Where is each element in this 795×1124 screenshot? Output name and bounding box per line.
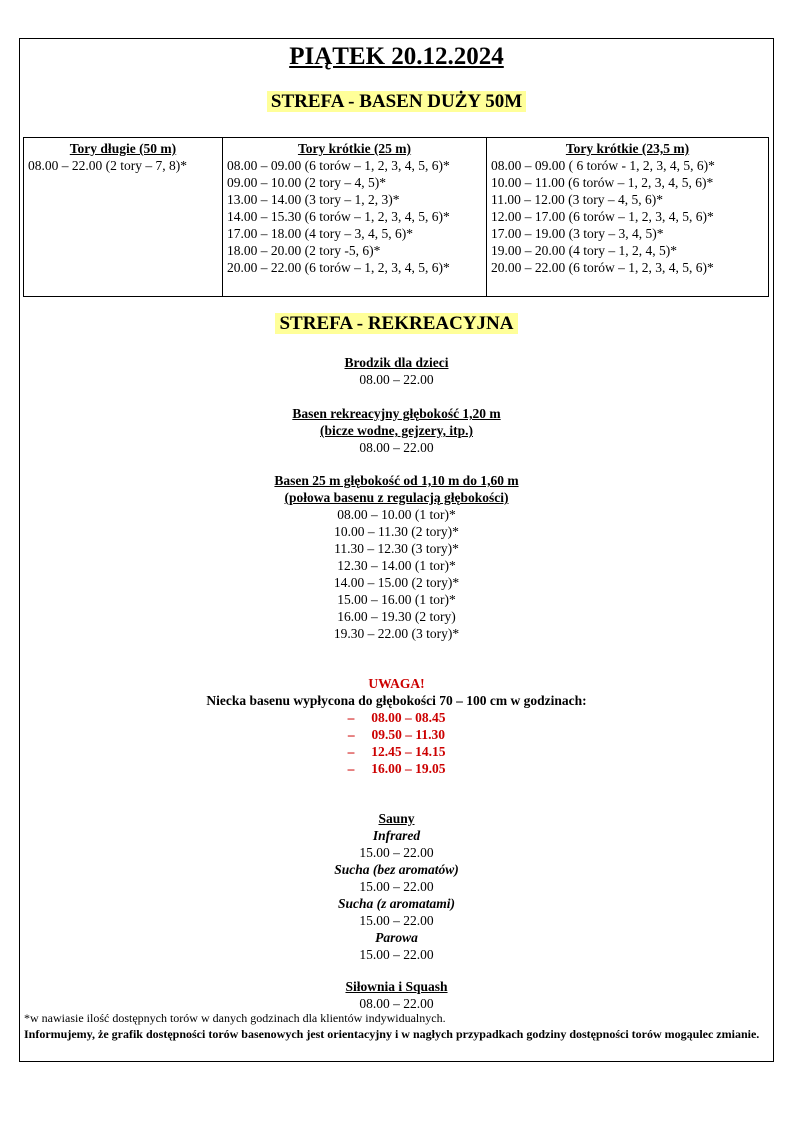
sauna-name: Parowa [375, 930, 418, 945]
page-title: PIĄTEK 20.12.2024 [289, 43, 504, 70]
uwaga-text: Niecka basenu wypłycona do głębokości 70 – 100 cm w godzinach: [206, 693, 587, 708]
lanes-short25-row: 08.00 – 09.00 (6 torów – 1, 2, 3, 4, 5, 6)* [227, 158, 450, 173]
basen25-row: 15.00 – 16.00 (1 tor)* [337, 592, 456, 607]
lanes-short25-row: 18.00 – 20.00 (2 tory -5, 6)* [227, 243, 381, 258]
sauna-hours: 15.00 – 22.00 [359, 845, 434, 860]
basen-rek-header: Basen rekreacyjny głębokość 1,20 m [292, 406, 501, 421]
sauna-name: Sucha (bez aromatów) [334, 862, 459, 877]
sauna-name: Sucha (z aromatami) [337, 896, 456, 911]
brodzik-hours: 08.00 – 22.00 [359, 372, 434, 387]
zone-heading-50m: STREFA - BASEN DUŻY 50M [20, 91, 773, 113]
lanes-short235-row: 17.00 – 19.00 (3 tory – 3, 4, 5)* [491, 226, 664, 241]
lanes-short235-header: Tory krótkie (23,5 m) [565, 141, 690, 156]
lanes-short235-row: 08.00 – 09.00 ( 6 torów - 1, 2, 3, 4, 5, 6)* [491, 158, 715, 173]
basen25-row: 10.00 – 11.30 (2 tory)* [334, 524, 459, 539]
uwaga-title: UWAGA! [368, 676, 425, 691]
lanes-short235-row: 12.00 – 17.00 (6 torów – 1, 2, 3, 4, 5, 6)* [491, 209, 714, 224]
basen25-row: 16.00 – 19.30 (2 tory) [337, 609, 456, 624]
basen25-row: 14.00 – 15.00 (2 tory)* [333, 575, 460, 590]
basen25-row: 19.30 – 22.00 (3 tory)* [333, 626, 460, 641]
lanes-short25-row: 09.00 – 10.00 (2 tory – 4, 5)* [227, 175, 386, 190]
brodzik-header: Brodzik dla dzieci [344, 355, 449, 370]
sauny-header: Sauny [378, 811, 415, 826]
info-note: Informujemy, że grafik dostępności torów basenowych jest orientacyjny i w nagłych przypadkach godziny dostępności torów mogąulec zmianie. [24, 1027, 760, 1041]
silownia-hours: 08.00 – 22.00 [359, 996, 434, 1011]
lanes-short25-header: Tory krótkie (25 m) [297, 141, 412, 156]
uwaga-row: – 08.00 – 08.45 [347, 710, 446, 725]
basen25-row: 08.00 – 10.00 (1 tor)* [337, 507, 456, 522]
basen-rek-section [20, 405, 773, 456]
lanes-short235-row: 10.00 – 11.00 (6 torów – 1, 2, 3, 4, 5, 6)* [491, 175, 714, 190]
lanes-short25-row: 14.00 – 15.30 (6 torów – 1, 2, 3, 4, 5, 6)* [227, 209, 450, 224]
uwaga-row: – 09.50 – 11.30 [347, 727, 446, 742]
lanes-short25-row: 20.00 – 22.00 (6 torów – 1, 2, 3, 4, 5, 6)* [227, 260, 450, 275]
sauna-name: Infrared [372, 828, 421, 843]
lanes-long-row: 08.00 – 22.00 (2 tory – 7, 8)* [28, 158, 187, 173]
sauna-hours: 15.00 – 22.00 [359, 947, 434, 962]
basen25-row: 11.30 – 12.30 (3 tory)* [334, 541, 459, 556]
zone-heading-rekreacyjna: STREFA - REKREACYJNA [20, 313, 773, 335]
lanes-long-header: Tory długie (50 m) [69, 141, 177, 156]
uwaga-row: – 12.45 – 14.15 [347, 744, 446, 759]
basen-rek-sub: (bicze wodne, gejzery, itp.) [320, 423, 473, 438]
lanes-short235-cell [487, 138, 769, 297]
footnote: *w nawiasie ilość dostępnych torów w danych godzinach dla klientów indywidualnych. [24, 1011, 446, 1025]
sauny-section [20, 810, 773, 963]
basen-rek-hours: 08.00 – 22.00 [359, 440, 434, 455]
basen25-sub: (połowa basenu z regulacją głębokości) [284, 490, 509, 505]
silownia-header: Siłownia i Squash [345, 979, 448, 994]
lanes-table [23, 137, 769, 297]
basen25-section [20, 472, 773, 642]
brodzik-section [20, 354, 773, 388]
lanes-short235-row: 20.00 – 22.00 (6 torów – 1, 2, 3, 4, 5, 6)* [491, 260, 714, 275]
basen25-row: 12.30 – 14.00 (1 tor)* [337, 558, 456, 573]
lanes-short25-cell [223, 138, 487, 297]
lanes-short25-row: 17.00 – 18.00 (4 tory – 3, 4, 5, 6)* [227, 226, 413, 241]
basen25-header: Basen 25 m głębokość od 1,10 m do 1,60 m [274, 473, 519, 488]
lanes-short235-row: 11.00 – 12.00 (3 tory – 4, 5, 6)* [491, 192, 663, 207]
lanes-short25-row: 13.00 – 14.00 (3 tory – 1, 2, 3)* [227, 192, 400, 207]
schedule-frame [19, 38, 774, 1062]
silownia-section [20, 978, 773, 1012]
lanes-short235-row: 19.00 – 20.00 (4 tory – 1, 2, 4, 5)* [491, 243, 677, 258]
sauna-hours: 15.00 – 22.00 [359, 879, 434, 894]
uwaga-section [20, 675, 773, 777]
uwaga-row: – 16.00 – 19.05 [347, 761, 446, 776]
lanes-long-cell [24, 138, 223, 297]
sauna-hours: 15.00 – 22.00 [359, 913, 434, 928]
